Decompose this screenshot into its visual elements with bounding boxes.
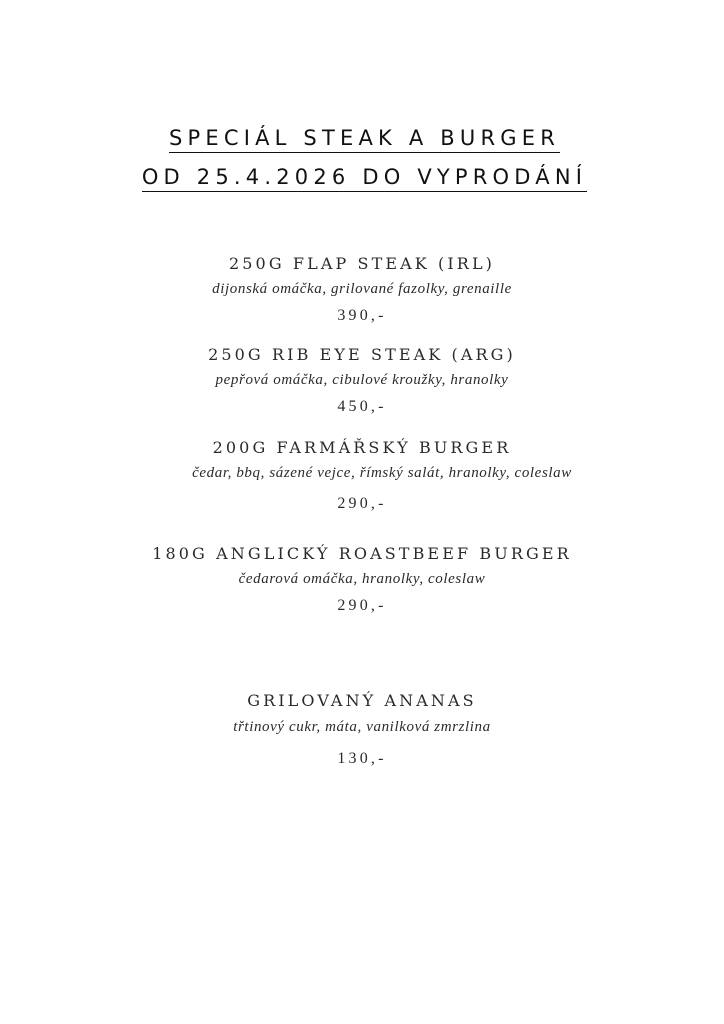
menu-item-price: 390,-	[337, 307, 387, 324]
menu-item-description: čedar, bbq, sázené vejce, římský salát, hranolky, coleslaw	[192, 465, 572, 481]
menu-item-description: čedarová omáčka, hranolky, coleslaw	[238, 571, 486, 587]
menu-item-name: GRILOVANÝ ANANAS	[247, 691, 477, 710]
menu-item-description: dijonská omáčka, grilované fazolky, grenaille	[212, 281, 512, 297]
menu-item-description: třtinový cukr, máta, vanilková zmrzlina	[233, 719, 491, 735]
menu-subtitle-text: OD 25.4.2026 DO VYPRODÁNÍ	[142, 167, 587, 192]
menu-item-description: pepřová omáčka, cibulové kroužky, hranolky	[215, 372, 509, 388]
menu-item-price: 290,-	[337, 597, 387, 614]
menu-item-price: 450,-	[337, 398, 387, 415]
menu-item-price: 290,-	[337, 495, 387, 512]
menu-item-name: 180G ANGLICKÝ ROASTBEEF BURGER	[152, 544, 572, 563]
menu-item-price: 130,-	[337, 750, 387, 767]
menu-title-text: SPECIÁL STEAK A BURGER	[169, 128, 560, 153]
menu-title	[0, 128, 724, 153]
menu-item-name: 250G RIB EYE STEAK (ARG)	[208, 345, 516, 364]
menu-item-name: 200G FARMÁŘSKÝ BURGER	[212, 438, 512, 457]
menu-item-name: 250G FLAP STEAK (IRL)	[228, 254, 496, 273]
menu-subtitle	[0, 167, 724, 192]
